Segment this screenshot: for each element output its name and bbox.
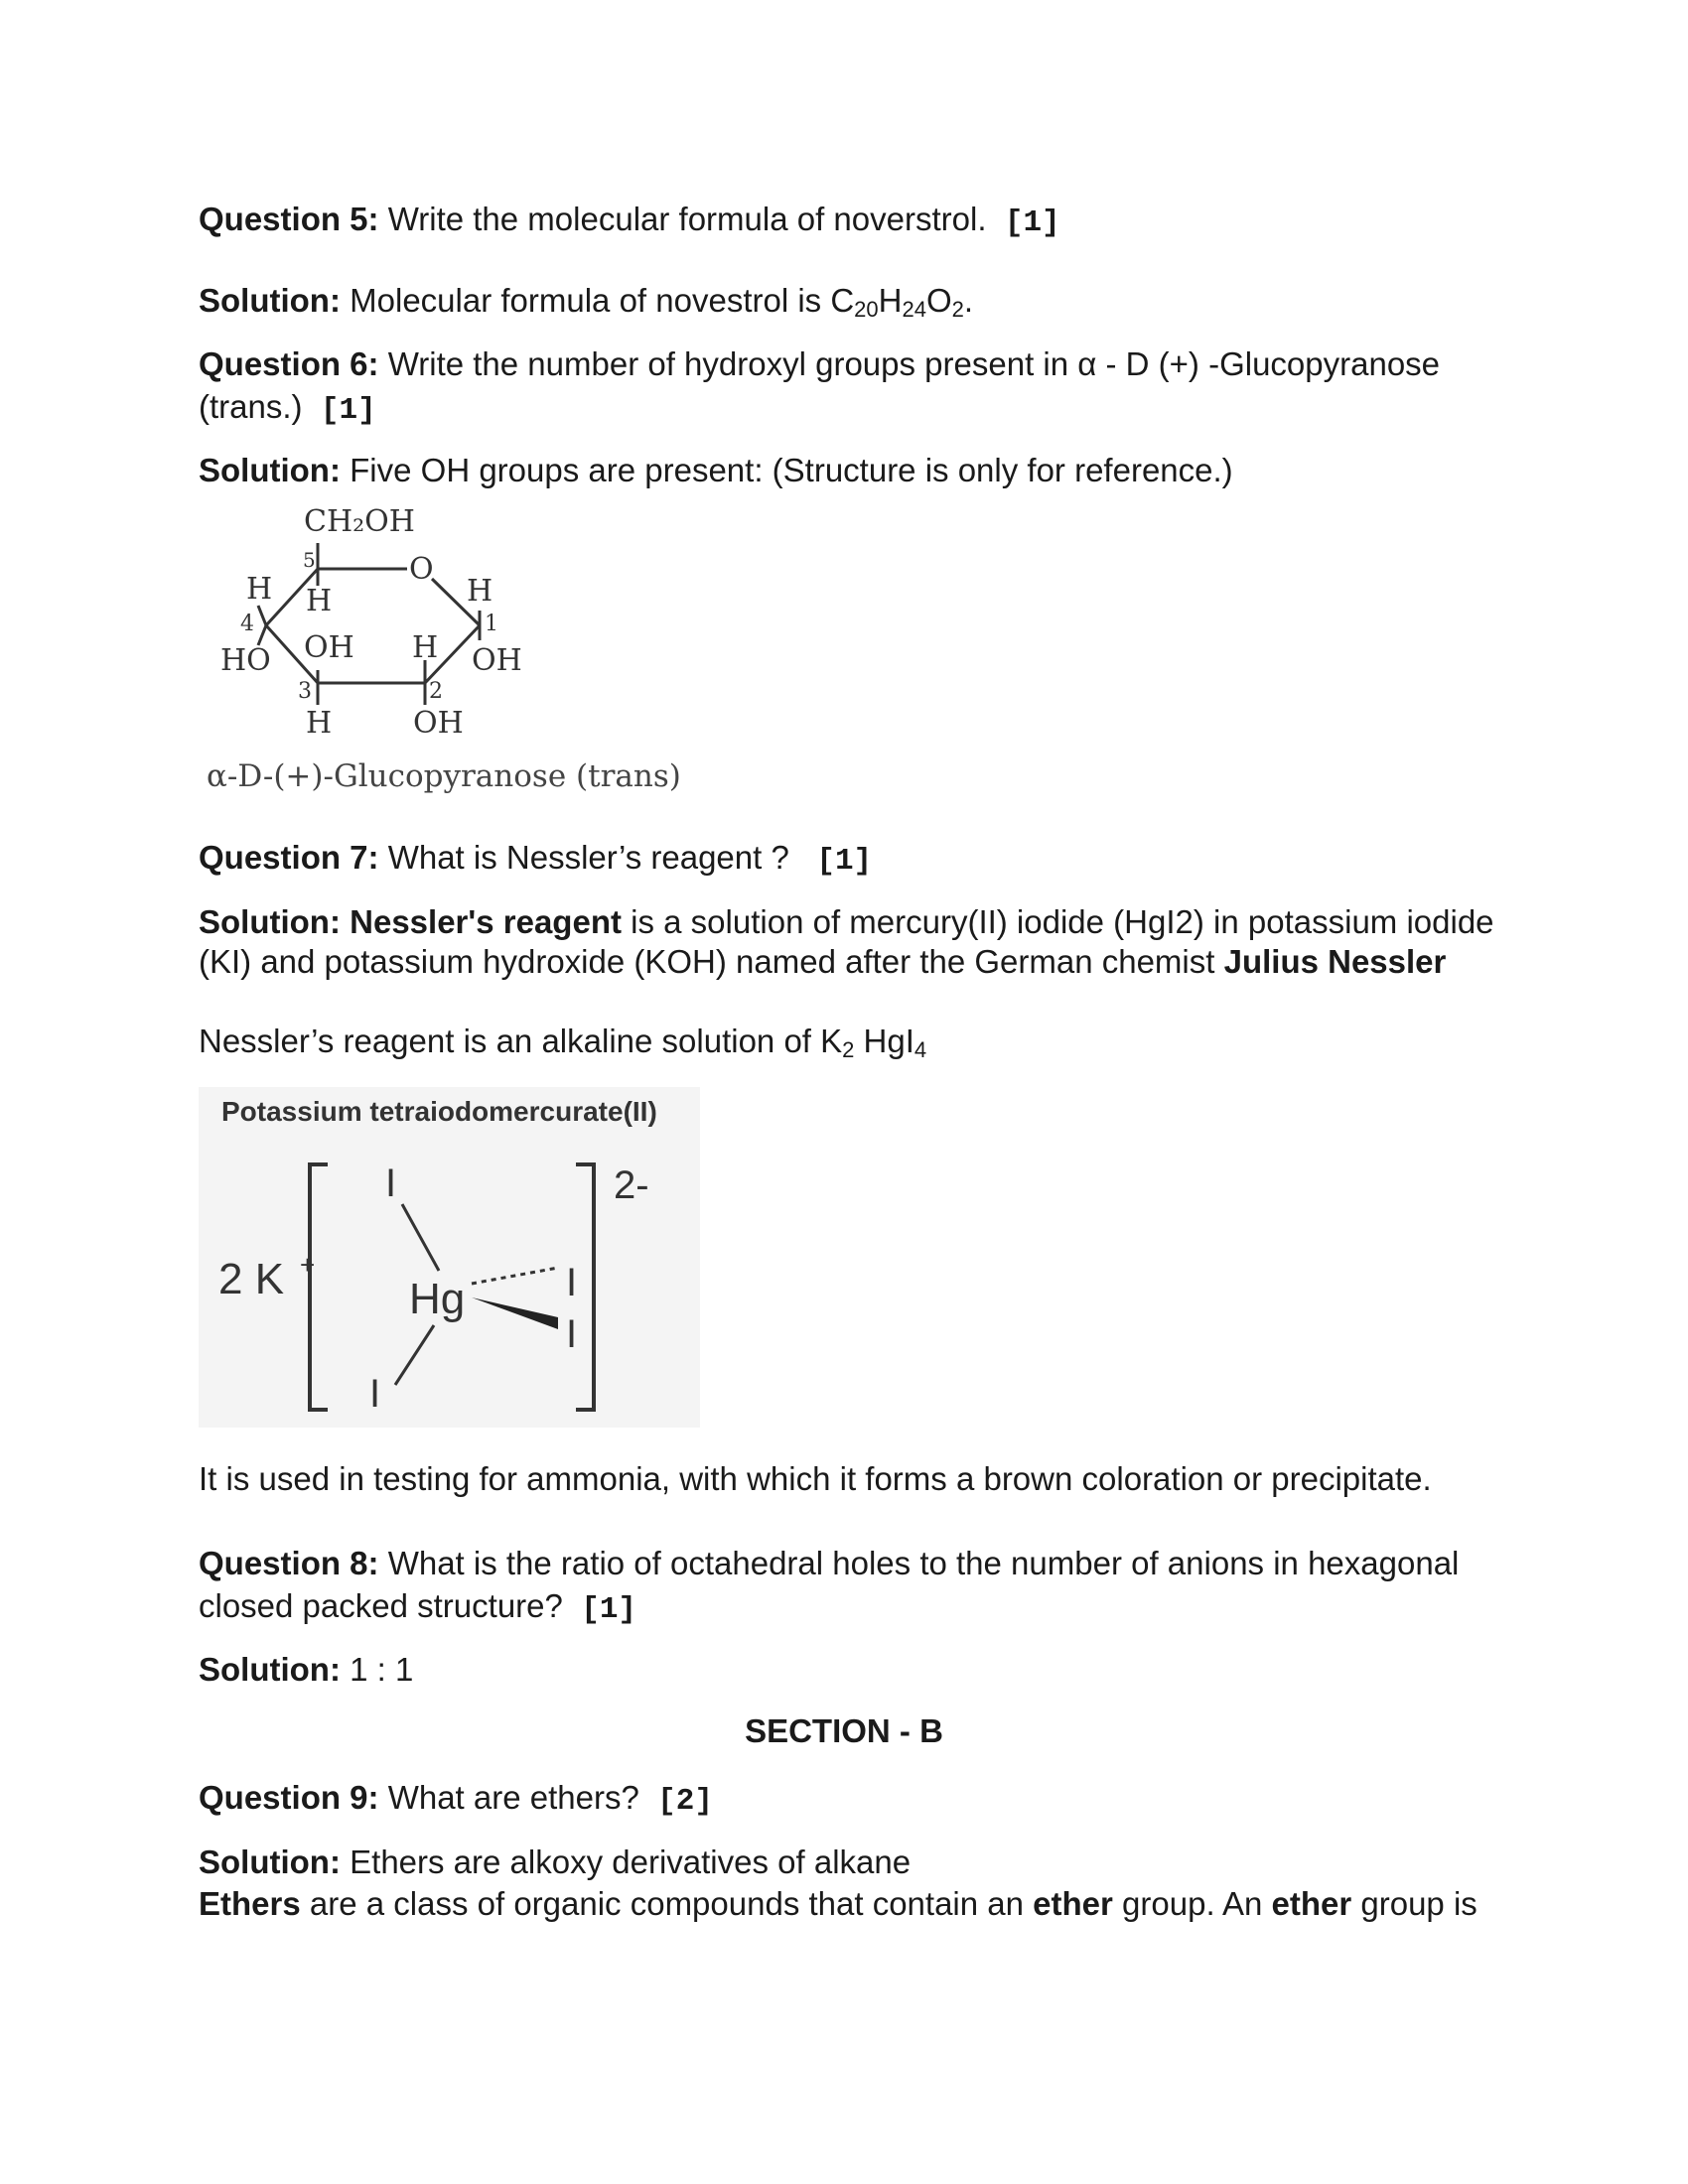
formula-part: O — [925, 282, 952, 319]
subscript: 4 — [914, 1037, 927, 1062]
hydrogen-label: H — [306, 584, 333, 618]
figure-title: Potassium tetraiodomercurate(II) — [221, 1096, 657, 1127]
paragraph-text: group is — [1351, 1885, 1477, 1922]
solution-5 — [199, 279, 973, 322]
bold-term: ether — [1271, 1885, 1352, 1922]
question-9 — [199, 1776, 713, 1823]
subscript: 2 — [842, 1037, 855, 1062]
solution-6 — [199, 449, 1233, 491]
question-6 — [199, 342, 1440, 385]
iodine-wedge: I — [566, 1312, 578, 1356]
question-7 — [199, 836, 872, 883]
carbon-number-5: 5 — [303, 548, 316, 572]
hydrogen-label: H — [246, 572, 273, 607]
question-text: (trans.) — [199, 388, 303, 425]
structure-caption: α-D-(+)-Glucopyranose (trans) — [207, 758, 681, 794]
solution-label: Solution: — [199, 903, 341, 940]
subscript: 2 — [951, 297, 964, 322]
solution-label: Solution: — [199, 282, 341, 319]
solution-text: 1 : 1 — [350, 1651, 414, 1688]
alkaline-solution-line — [199, 1020, 926, 1062]
oh-label: OH — [472, 643, 522, 678]
ho-label: HO — [220, 643, 271, 678]
question-label: Question 7: — [199, 839, 379, 876]
solution-text: Ethers are alkoxy derivatives of alkane — [350, 1843, 912, 1880]
question-label: Question 5: — [199, 201, 379, 237]
carbon-number-2: 2 — [429, 679, 443, 704]
question-label: Question 8: — [199, 1545, 379, 1581]
marks: [1] — [1004, 205, 1060, 240]
marks: [1] — [581, 1592, 637, 1627]
hydrogen-label: H — [306, 706, 333, 741]
formula-end: . — [963, 282, 974, 319]
solution-label: Solution: — [199, 452, 341, 488]
solution-text: (KI) and potassium hydroxide (KOH) named after the German chemist — [199, 943, 1224, 980]
section-heading: SECTION - B — [745, 1712, 943, 1749]
question-8 — [199, 1542, 1459, 1584]
alkaline-text: Nessler’s reagent is an alkaline solution of K — [199, 1023, 843, 1059]
paragraph-text: are a class of organic compounds that contain an — [300, 1885, 1034, 1922]
ether-paragraph — [199, 1882, 1477, 1925]
solution-8 — [199, 1648, 413, 1691]
question-text: Write the molecular formula of noverstrol. — [387, 201, 987, 237]
solution-text: Molecular formula of novestrol is C — [350, 282, 855, 319]
solution-7-cont — [199, 940, 1446, 983]
oh-label: OH — [304, 630, 354, 665]
marks: [2] — [657, 1784, 713, 1819]
solution-label: Solution: — [199, 1843, 341, 1880]
solution-text: is a solution of mercury(II) iodide (HgI2) in potassium iodide — [621, 903, 1494, 940]
iodine-bottom: I — [369, 1372, 381, 1416]
subscript: 20 — [854, 297, 879, 322]
bold-term: ether — [1033, 1885, 1113, 1922]
iodine-dashed: I — [566, 1261, 578, 1304]
mercury-label: Hg — [409, 1275, 466, 1323]
question-text: closed packed structure? — [199, 1587, 563, 1624]
tetraiodomercurate-figure — [199, 1087, 700, 1428]
question-5 — [199, 198, 1060, 244]
bold-term: Ethers — [199, 1885, 301, 1922]
carbon-number-3: 3 — [298, 679, 312, 704]
bold-term: Julius Nessler — [1223, 943, 1447, 980]
question-label: Question 6: — [199, 345, 379, 382]
anion-charge: 2- — [614, 1163, 649, 1207]
marks: [1] — [816, 844, 873, 879]
solution-text: Five OH groups are present: (Structure is only for reference.) — [350, 452, 1233, 488]
formula-part: H — [878, 282, 903, 319]
ring-oxygen-label: O — [409, 552, 434, 587]
oh-label: OH — [413, 706, 464, 741]
ch2oh-label: CH₂OH — [304, 504, 415, 539]
cation-charge: + — [300, 1250, 316, 1280]
carbon-number-4: 4 — [240, 612, 254, 636]
solution-7 — [199, 900, 1494, 943]
question-text: What is the ratio of octahedral holes to the number of anions in hexagonal — [387, 1545, 1460, 1581]
question-6-cont — [199, 385, 376, 432]
iodine-top: I — [385, 1161, 397, 1205]
marks: [1] — [320, 393, 376, 428]
solution-label: Solution: — [199, 1651, 341, 1688]
formula-part: HgI — [854, 1023, 914, 1059]
question-text: Write the number of hydroxyl groups present in α - D (+) -Glucopyranose — [387, 345, 1441, 382]
paragraph-text: group. An — [1112, 1885, 1272, 1922]
solution-9 — [199, 1841, 911, 1883]
hydrogen-label: H — [467, 574, 493, 609]
question-8-cont — [199, 1584, 636, 1631]
cation-label: 2 K — [218, 1255, 285, 1303]
question-label: Question 9: — [199, 1779, 379, 1816]
question-text: What are ethers? — [387, 1779, 639, 1816]
question-text: What is Nessler’s reagent ? — [387, 839, 789, 876]
carbon-number-1: 1 — [485, 612, 498, 636]
subscript: 24 — [902, 297, 926, 322]
usage-text: It is used in testing for ammonia, with which it forms a brown coloration or precipitate. — [199, 1460, 1432, 1497]
bold-term: Nessler's reagent — [350, 903, 622, 940]
tetraiodomercurate-structure — [199, 1087, 700, 1428]
usage-line — [199, 1457, 1432, 1500]
hydrogen-label: H — [412, 630, 439, 665]
glucopyranose-structure — [199, 501, 695, 799]
